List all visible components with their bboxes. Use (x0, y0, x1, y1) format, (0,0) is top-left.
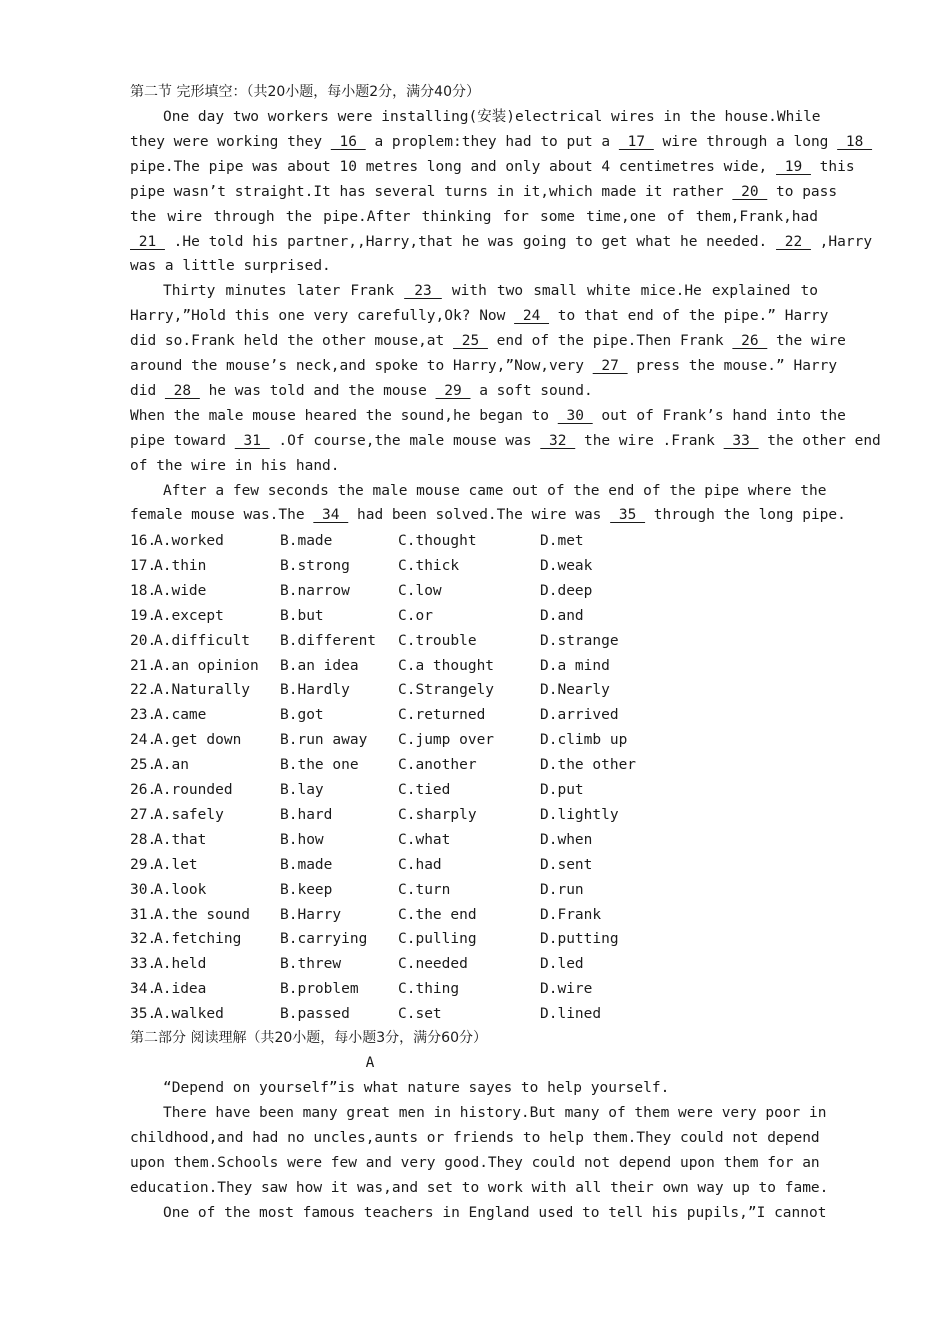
option-c: C.thing (398, 981, 460, 998)
passage-line: childhood,and had no uncles,aunts or friends to help them.They could not depend (130, 1129, 820, 1146)
blank-number: 17 (618, 133, 654, 150)
option-d: D.lined (540, 1006, 602, 1023)
option-a: A.idea (154, 981, 207, 998)
option-b: B.made (280, 533, 333, 549)
passage-line: 21 .He told his partner,,Harry,that he was going to get what he needed. 22 ,Harry (130, 233, 873, 250)
passage-line: pipe toward 31 .Of course,the male mouse was 32 the wire .Frank 33 the other end (130, 432, 881, 449)
blank-number: 23 (404, 283, 442, 300)
option-b: B.lay (280, 782, 324, 798)
option-a: A.look (154, 881, 207, 898)
section-title: 第二节 完形填空：（共20小题，每小题2分，满分40分） (130, 84, 480, 100)
option-a: A.safely (154, 806, 224, 823)
option-d: D.run (540, 881, 584, 898)
blank-number: 32 (540, 432, 576, 449)
option-d: D.when (540, 831, 593, 848)
option-c: C.the end (398, 906, 477, 923)
blank-number: 33 (723, 432, 759, 449)
question-number: 25. (130, 757, 157, 774)
option-d: D.and (540, 607, 584, 624)
question-number: 23. (130, 707, 157, 724)
option-d: D.led (540, 956, 584, 973)
option-b: B.different (280, 632, 377, 649)
option-d: D.deep (540, 582, 593, 599)
option-b: B.got (280, 707, 324, 724)
passage-line: female mouse was.The 34 had been solved.The wire was 35 through the long pipe. (130, 507, 846, 524)
blank-number: 19 (776, 158, 811, 175)
option-a: A.Naturally (154, 682, 251, 699)
option-b: B.run away (280, 732, 368, 749)
blank-number: 24 (514, 308, 550, 325)
option-a: A.an (154, 757, 189, 774)
passage-line: When the male mouse heared the sound,he began to 30 out of Frank’s hand into the (130, 407, 846, 424)
blank-number: 28 (164, 382, 200, 399)
option-c: C.set (398, 1006, 442, 1023)
option-d: D.put (540, 782, 584, 798)
option-c: C.a thought (398, 657, 495, 674)
passage-line: education.They saw how it was,and set to work with all their own way up to fame. (130, 1179, 829, 1196)
option-b: B.problem (280, 981, 359, 998)
question-number: 19. (130, 607, 157, 624)
question-number: 28. (130, 831, 157, 848)
option-b: B.strong (280, 557, 350, 574)
option-b: B.Harry (280, 906, 342, 923)
question-number: 21. (130, 657, 157, 674)
option-d: D.Frank (540, 906, 602, 923)
question-number: 31. (130, 906, 157, 923)
option-c: C.pulling (398, 931, 477, 948)
passage-line: they were working they 16 a proplem:they had to put a 17 wire through a long 18 (130, 133, 873, 150)
option-b: B.the one (280, 757, 359, 774)
passage-line: the wire through the pipe.After thinking for some time,one of them,Frank,had (130, 208, 818, 225)
passage-label: A (365, 1055, 375, 1071)
option-c: C.what (398, 831, 451, 848)
question-number: 20. (130, 632, 157, 649)
option-c: C.jump over (398, 732, 495, 749)
option-c: C.sharply (398, 806, 477, 823)
question-number: 17. (130, 557, 157, 574)
option-a: A.except (154, 607, 224, 624)
option-c: C.thick (398, 557, 460, 574)
passage-line: was a little surprised. (130, 258, 331, 275)
option-b: B.made (280, 856, 333, 873)
option-b: B.but (280, 607, 324, 624)
passage-line: upon them.Schools were few and very good.They could not depend upon them for an (130, 1154, 820, 1171)
option-d: D.the other (540, 757, 637, 774)
option-c: C.returned (398, 707, 486, 724)
option-a: A.walked (154, 1006, 224, 1023)
option-a: A.came (154, 707, 207, 724)
option-c: C.Strangely (398, 682, 495, 699)
blank-number: 20 (732, 183, 768, 200)
option-c: C.tied (398, 782, 451, 798)
passage-line: One day two workers were installing(安装)electrical wires in the house.While (163, 109, 821, 125)
blank-number: 35 (610, 507, 646, 524)
blank-number: 21 (130, 233, 165, 250)
option-c: C.or (398, 607, 433, 624)
blank-number: 29 (435, 382, 471, 399)
option-d: D.wire (540, 981, 593, 998)
option-d: D.sent (540, 856, 593, 873)
option-a: A.get down (154, 732, 242, 749)
option-b: B.narrow (280, 582, 350, 599)
option-a: A.held (154, 956, 207, 973)
option-d: D.climb up (540, 732, 628, 749)
passage-line: did so.Frank held the other mouse,at 25 end of the pipe.Then Frank 26 the wire (130, 333, 846, 350)
blank-number: 25 (453, 333, 488, 350)
option-a: A.rounded (154, 782, 233, 798)
option-d: D.met (540, 533, 584, 549)
option-a: A.wide (154, 582, 207, 599)
blank-number: 34 (313, 507, 349, 524)
option-d: D.arrived (540, 707, 619, 724)
question-number: 32. (130, 931, 157, 948)
option-c: C.turn (398, 881, 451, 898)
option-c: C.trouble (398, 632, 477, 649)
blank-number: 18 (837, 133, 873, 150)
option-b: B.Hardly (280, 682, 350, 699)
passage-line: One of the most famous teachers in England used to tell his pupils,”I cannot (163, 1204, 827, 1221)
passage-line: of the wire in his hand. (130, 457, 340, 474)
passage-line: around the mouse’s neck,and spoke to Harry,”Now,very 27 press the mouse.” Harry (130, 358, 838, 374)
option-c: C.needed (398, 956, 468, 973)
option-a: A.worked (154, 533, 224, 549)
passage-line: There have been many great men in history.But many of them were very poor in (163, 1104, 827, 1121)
option-b: B.passed (280, 1006, 350, 1023)
blank-number: 27 (592, 358, 628, 374)
option-d: D.putting (540, 931, 619, 948)
question-number: 34. (130, 981, 157, 998)
blank-number: 26 (732, 333, 768, 350)
passage-line: After a few seconds the male mouse came out of the end of the pipe where the (163, 482, 827, 499)
option-c: C.another (398, 757, 477, 774)
passage-line: pipe.The pipe was about 10 metres long and only about 4 centimetres wide, 19 this (130, 158, 855, 175)
option-d: D.lightly (540, 806, 619, 823)
option-b: B.hard (280, 806, 333, 823)
question-number: 26. (130, 782, 157, 798)
option-c: C.low (398, 582, 442, 599)
option-d: D.a mind (540, 657, 610, 674)
option-a: A.an opinion (154, 657, 259, 674)
option-b: B.an idea (280, 657, 359, 674)
option-c: C.thought (398, 533, 477, 549)
part-title: 第二部分 阅读理解（共20小题，每小题3分，满分60分） (130, 1030, 487, 1046)
question-number: 30. (130, 881, 157, 898)
blank-number: 31 (234, 432, 270, 449)
question-number: 24. (130, 732, 157, 749)
option-d: D.Nearly (540, 682, 610, 699)
option-a: A.fetching (154, 931, 242, 948)
question-number: 29. (130, 856, 157, 873)
option-d: D.weak (540, 557, 593, 574)
option-b: B.threw (280, 956, 342, 973)
option-a: A.let (154, 856, 198, 873)
option-b: B.how (280, 831, 324, 848)
passage-line: pipe wasn’t straight.It has several turns in it,which made it rather 20 to pass (130, 183, 838, 200)
option-b: B.carrying (280, 931, 368, 948)
option-a: A.thin (154, 557, 207, 574)
blank-number: 30 (557, 407, 593, 424)
passage-line: did 28 he was told and the mouse 29 a soft sound. (130, 382, 593, 399)
option-a: A.the sound (154, 906, 251, 923)
option-c: C.had (398, 856, 442, 873)
option-b: B.keep (280, 881, 333, 898)
question-number: 35. (130, 1006, 157, 1023)
question-number: 33. (130, 956, 157, 973)
blank-number: 22 (776, 233, 811, 250)
question-number: 18. (130, 582, 157, 599)
question-number: 16. (130, 533, 157, 549)
option-a: A.difficult (154, 632, 251, 649)
question-number: 22. (130, 682, 157, 699)
option-d: D.strange (540, 632, 619, 649)
option-a: A.that (154, 831, 207, 848)
passage-line: “Depend on yourself”is what nature sayes to help yourself. (163, 1080, 670, 1096)
passage-line: Thirty minutes later Frank 23 with two small white mice.He explained to (163, 283, 819, 300)
passage-line: Harry,”Hold this one very carefully,Ok? Now 24 to that end of the pipe.” Harry (130, 308, 829, 325)
question-number: 27. (130, 806, 157, 823)
blank-number: 16 (330, 133, 366, 150)
